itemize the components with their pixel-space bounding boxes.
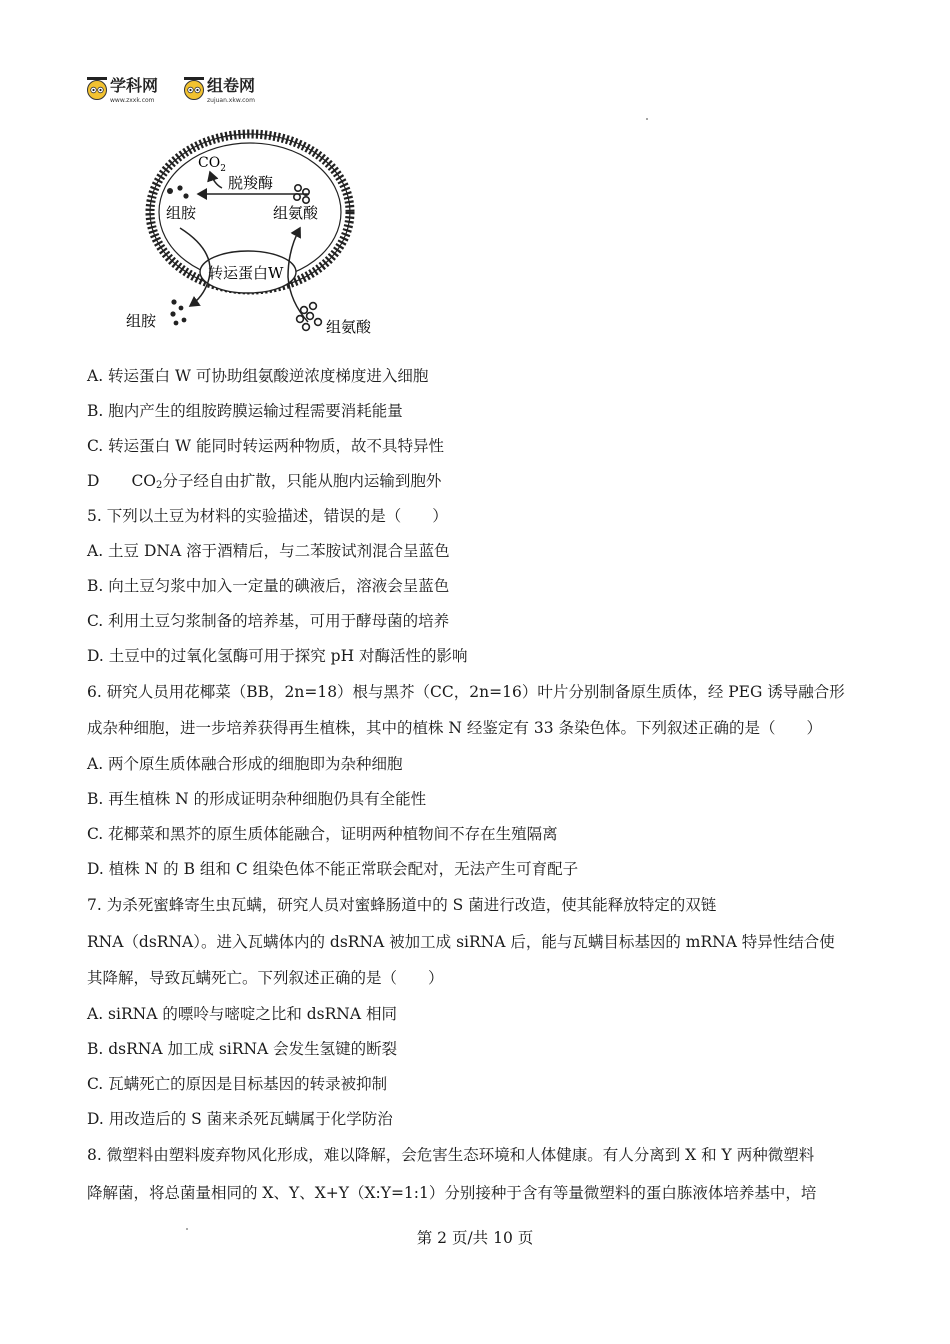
page-number: 第 2 页/共 10 页 [416, 1229, 534, 1247]
histamine-outside-label: 组胺 [126, 312, 157, 330]
q5-option-d: D. 土豆中的过氧化氢酶可用于探究 pH 对酶活性的影响 [87, 647, 468, 665]
q4-option-d-sub: 2 [156, 480, 163, 491]
q4-option-c: C. 转运蛋白 W 能同时转运两种物质，故不具特异性 [87, 437, 444, 455]
q4-option-a: A. 转运蛋白 W 可协助组氨酸逆浓度梯度进入细胞 [87, 367, 429, 385]
histidine-inside-label: 组氨酸 [273, 204, 319, 222]
q7-stem-line-2: RNA（dsRNA）。进入瓦螨体内的 dsRNA 被加工成 siRNA 后，能与瓦螨目标基因的 mRNA 特异性结合使 [87, 933, 835, 951]
q7-stem-line-3: 其降解，导致瓦螨死亡。下列叙述正确的是（ ） [87, 969, 444, 987]
q8-stem-line-2: 降解菌，将总菌量相同的 X、Y、X+Y（X:Y=1:1）分别接种于含有等量微塑料的蛋白胨液体培养基中，培 [87, 1184, 817, 1202]
histamine-inside-label: 组胺 [166, 204, 197, 222]
site-logo [86, 72, 286, 106]
q5-option-c: C. 利用土豆匀浆制备的培养基，可用于酵母菌的培养 [87, 612, 450, 630]
enzyme-label: 脱羧酶 [228, 174, 274, 192]
histidine-outside-label: 组氨酸 [326, 318, 372, 336]
q6-option-c: C. 花椰菜和黑芥的原生质体能融合，证明两种植物间不存在生殖隔离 [87, 825, 558, 843]
histamine-outside-icon [170, 299, 186, 325]
histidine-outside-icon [297, 303, 322, 331]
q7-option-a: A. siRNA 的嘌呤与嘧啶之比和 dsRNA 相同 [87, 1005, 397, 1023]
transporter-label: 转运蛋白W [208, 264, 284, 282]
q4-option-d-text: 分子经自由扩散，只能从胞内运输到胞外 [162, 472, 442, 490]
cell-transport-diagram [118, 122, 398, 344]
co2-arrow [210, 172, 222, 188]
q5-stem: 5. 下列以土豆为材料的实验描述，错误的是（ ） [87, 507, 448, 525]
q7-option-d: D. 用改造后的 S 菌来杀死瓦螨属于化学防治 [87, 1110, 393, 1128]
owl-logo-icon [87, 77, 107, 100]
stray-dot [646, 118, 648, 120]
q7-option-c: C. 瓦螨死亡的原因是目标基因的转录被抑制 [87, 1075, 388, 1093]
q5-option-b: B. 向土豆匀浆中加入一定量的碘液后，溶液会呈蓝色 [87, 577, 450, 595]
q4-option-d-co: CO [131, 472, 157, 490]
q5-option-a: A. 土豆 DNA 溶于酒精后，与二苯胺试剂混合呈蓝色 [87, 542, 450, 560]
logo-url-1: www.zxxk.com [110, 97, 155, 104]
histamine-inside-icon [167, 185, 189, 198]
q6-option-a: A. 两个原生质体融合形成的细胞即为杂种细胞 [87, 755, 403, 773]
logo-url-2: zujuan.xkw.com [207, 97, 255, 104]
logo-text-2: 组卷网 [207, 76, 256, 95]
owl-logo-icon-2 [184, 77, 204, 100]
q7-stem-line-1: 7. 为杀死蜜蜂寄生虫瓦螨，研究人员对蜜蜂肠道中的 S 菌进行改造，使其能释放特定的双链 [87, 896, 717, 914]
q8-stem-line-1: 8. 微塑料由塑料废弃物风化形成，难以降解，会危害生态环境和人体健康。有人分离到 X 和 Y 两种微塑料 [87, 1146, 815, 1164]
q6-stem-line-1: 6. 研究人员用花椰菜（BB，2n=18）根与黑芥（CC，2n=16）叶片分别制备原生质体，经 PEG 诱导融合形 [87, 683, 845, 701]
q7-option-b: B. dsRNA 加工成 siRNA 会发生氢键的断裂 [87, 1040, 398, 1058]
q6-option-b: B. 再生植株 N 的形成证明杂种细胞仍具有全能性 [87, 790, 427, 808]
q4-option-d [87, 471, 441, 496]
q6-option-d: D. 植株 N 的 B 组和 C 组染色体不能正常联会配对，无法产生可育配子 [87, 860, 579, 878]
co2-label: $CO_2$ [198, 155, 226, 174]
q4-option-d-prefix: D [87, 472, 100, 490]
q6-stem-line-2: 成杂种细胞，进一步培养获得再生植株，其中的植株 N 经鉴定有 33 条染色体。下列叙述正确的是（ ） [87, 719, 822, 737]
q4-option-b: B. 胞内产生的组胺跨膜运输过程需要消耗能量 [87, 402, 403, 420]
logo-text-1: 学科网 [110, 76, 159, 95]
